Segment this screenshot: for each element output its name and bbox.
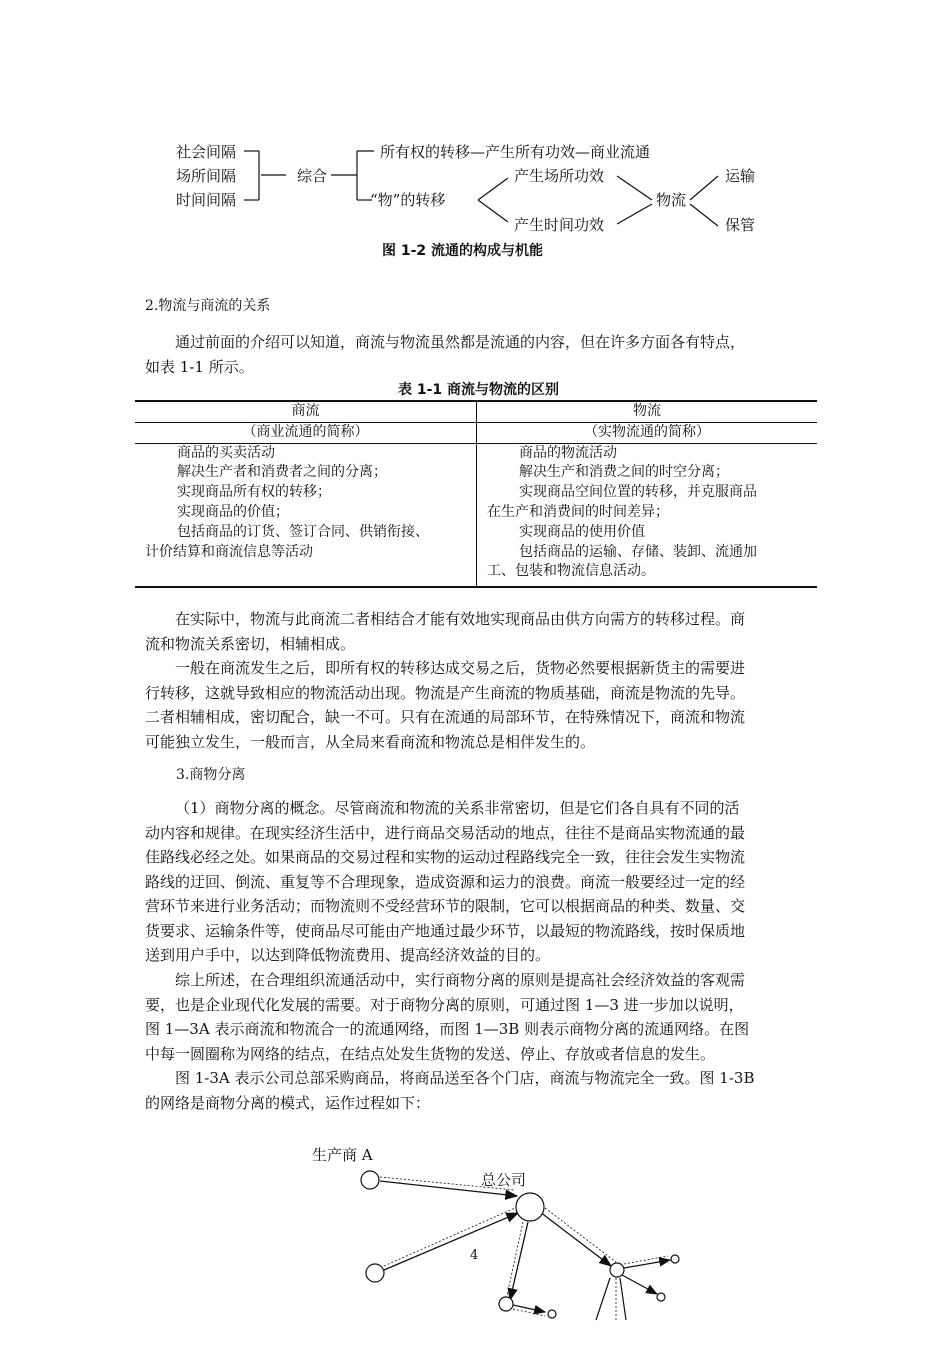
table-cell-line: 商品的物流活动 xyxy=(519,444,617,461)
flow-line xyxy=(596,1278,610,1320)
col-sub-logistics: （实物流通的简称） xyxy=(584,423,710,440)
table-cell-line: 解决生产和消费之间的时空分离； xyxy=(519,464,729,481)
ownership-transfer-label: 所有权的转移—产生所有功效—商业流通 xyxy=(380,143,651,161)
head-office-label: 总公司 xyxy=(481,1171,527,1189)
page-number: 4 xyxy=(470,1248,479,1263)
node-producer-a xyxy=(361,1171,379,1189)
section-2-heading: 2.物流与商流的关系 xyxy=(145,298,271,314)
table-cell-line: 实现商品的使用价值 xyxy=(519,523,645,540)
flow-arrow xyxy=(540,1212,611,1266)
combine-label: 综合 xyxy=(297,167,328,185)
flow-dotted xyxy=(384,1208,515,1266)
table-cell-line: 计价结算和商流信息等活动 xyxy=(145,543,313,560)
paragraph-line: 送到用户手中，以达到降低物流费用、提高经济效益的目的。 xyxy=(145,946,551,964)
time-effect-label: 产生时间功效 xyxy=(514,216,605,234)
paragraph-line: 在实际中，物流与此商流二者相结合才能有效地实现商品由供方向需方的转移过程。商 xyxy=(175,610,746,628)
paragraph-line: 二者相辅相成，密切配合，缺一不可。只有在流通的局部环节，在特殊情况下，商流和物流 xyxy=(145,708,746,726)
left-item-time: 时间间隔 xyxy=(176,191,237,209)
paragraph-line: 佳路线必经之处。如果商品的交易过程和实物的运动过程路线完全一致，往往会发生实物流 xyxy=(145,848,746,866)
paragraph-line: 行转移，这就导致相应的物流活动出现。物流是产生商流的物质基础，商流是物流的先导。 xyxy=(145,683,746,702)
table-cell-line: 实现商品空间位置的转移，并克服商品 xyxy=(519,484,757,501)
node-store xyxy=(499,1297,513,1311)
paragraph-line: 图 1—3A 表示商流和物流合一的流通网络，而图 1—3B 则表示商物分离的流通网络。在图 xyxy=(145,1020,750,1038)
paragraph-line: 综上所述，在合理组织流通活动中，实行商物分离的原则是提高社会经济效益的客观需 xyxy=(175,971,746,989)
col-header-commerce: 商流 xyxy=(135,401,477,422)
paragraph-line: 货要求、运输条件等，使商品尽可能由产地通过最少环节，以最短的物流路线，按时保质地 xyxy=(145,921,746,940)
flow-dotted xyxy=(545,1208,616,1262)
flow-arrow xyxy=(510,1222,528,1300)
paragraph-line: 中每一圆圈称为网络的结点，在结点处发生货物的发送、停止、存放或者信息的发生。 xyxy=(145,1044,716,1063)
figure-1-2-caption: 图 1-2 流通的构成与机能 xyxy=(382,243,544,259)
table-1-1-caption: 表 1-1 商流与物流的区别 xyxy=(398,382,560,398)
paragraph-line: 要，也是企业现代化发展的需要。对于商物分离的原则，可通过图 1—3 进一步加以说明， xyxy=(145,995,744,1014)
intro-line: 如表 1-1 所示。 xyxy=(145,357,254,376)
paragraph-line: 可能独立发生，一般而言，从全局来看商流和物流总是相伴发生的。 xyxy=(145,732,596,751)
table-cell-line: 实现商品所有权的转移； xyxy=(177,484,331,501)
node-store xyxy=(671,1255,679,1263)
node-producer xyxy=(366,1264,384,1282)
left-item-social: 社会间隔 xyxy=(176,143,237,161)
paragraph-line: 路线的迂回、倒流、重复等不合理现象，造成资源和运力的浪费。商流一般要经过一定的经 xyxy=(145,872,746,891)
table-cell-line: 实现商品的价值； xyxy=(177,503,289,520)
flow-arrow xyxy=(513,1305,545,1312)
col-sub-commerce: （商业流通的简称） xyxy=(135,422,477,443)
node-store xyxy=(657,1293,665,1301)
paragraph-line: 的网络是商物分离的模式，运作过程如下： xyxy=(145,1093,431,1112)
node-store xyxy=(548,1310,556,1318)
flow-line xyxy=(620,1278,626,1320)
paragraph-line: 动内容和规律。在现实经济生活中，进行商品交易活动的地点，往往不是商品实物流通的最 xyxy=(145,823,746,842)
flow-arrow xyxy=(622,1275,657,1294)
flow-dotted xyxy=(513,1309,545,1316)
goods-transfer-label: “物”的转移 xyxy=(370,191,446,209)
paragraph-line: （1）商物分离的概念。尽管商流和物流的关系非常密切，但是它们各自具有不同的活 xyxy=(175,799,740,817)
flow-dotted xyxy=(624,1256,668,1264)
logistics-label: 物流 xyxy=(656,191,687,209)
table-cell-line: 包括商品的运输、存储、装卸、流通加 xyxy=(519,543,757,560)
paragraph-line: 营环节来进行业务活动；而物流则不受经营环节的限制，它可以根据商品的种类、数量、交 xyxy=(145,897,746,915)
table-cell-line: 解决生产者和消费者之间的分离； xyxy=(177,464,387,481)
col-header-logistics: 物流 xyxy=(477,401,818,422)
paragraph-line: 流和物流关系密切，相辅相成。 xyxy=(145,634,356,653)
section-3-heading: 3.商物分离 xyxy=(176,767,246,783)
flow-dotted xyxy=(506,1222,523,1300)
table-cell-line: 包括商品的订货、签订合同、供销衔接、 xyxy=(177,523,429,540)
table-cell-line: 商品的买卖活动 xyxy=(177,444,275,461)
producer-a-label: 生产商 A xyxy=(312,1146,373,1164)
storage-label: 保管 xyxy=(725,216,756,234)
table-cell-line: 在生产和消费间的时间差异； xyxy=(487,503,669,520)
node-head-office xyxy=(516,1193,544,1221)
intro-line: 通过前面的介绍可以知道，商流与物流虽然都是流通的内容，但在许多方面各有特点， xyxy=(175,333,746,351)
flow-arrow xyxy=(624,1260,670,1268)
paragraph-line: 一般在商流发生之后，即所有权的转移达成交易之后，货物必然要根据新货主的需要进 xyxy=(175,659,746,677)
paragraph-line: 图 1-3A 表示公司总部采购商品，将商品送至各个门店，商流与物流完全一致。图 1-3B xyxy=(175,1069,755,1087)
table-cell-line: 工、包装和物流信息活动。 xyxy=(487,563,655,580)
node-hub xyxy=(610,1263,624,1277)
left-item-place: 场所间隔 xyxy=(176,167,237,185)
transport-label: 运输 xyxy=(725,167,756,185)
flow-arrow xyxy=(384,1213,518,1270)
place-effect-label: 产生场所功效 xyxy=(514,167,605,185)
